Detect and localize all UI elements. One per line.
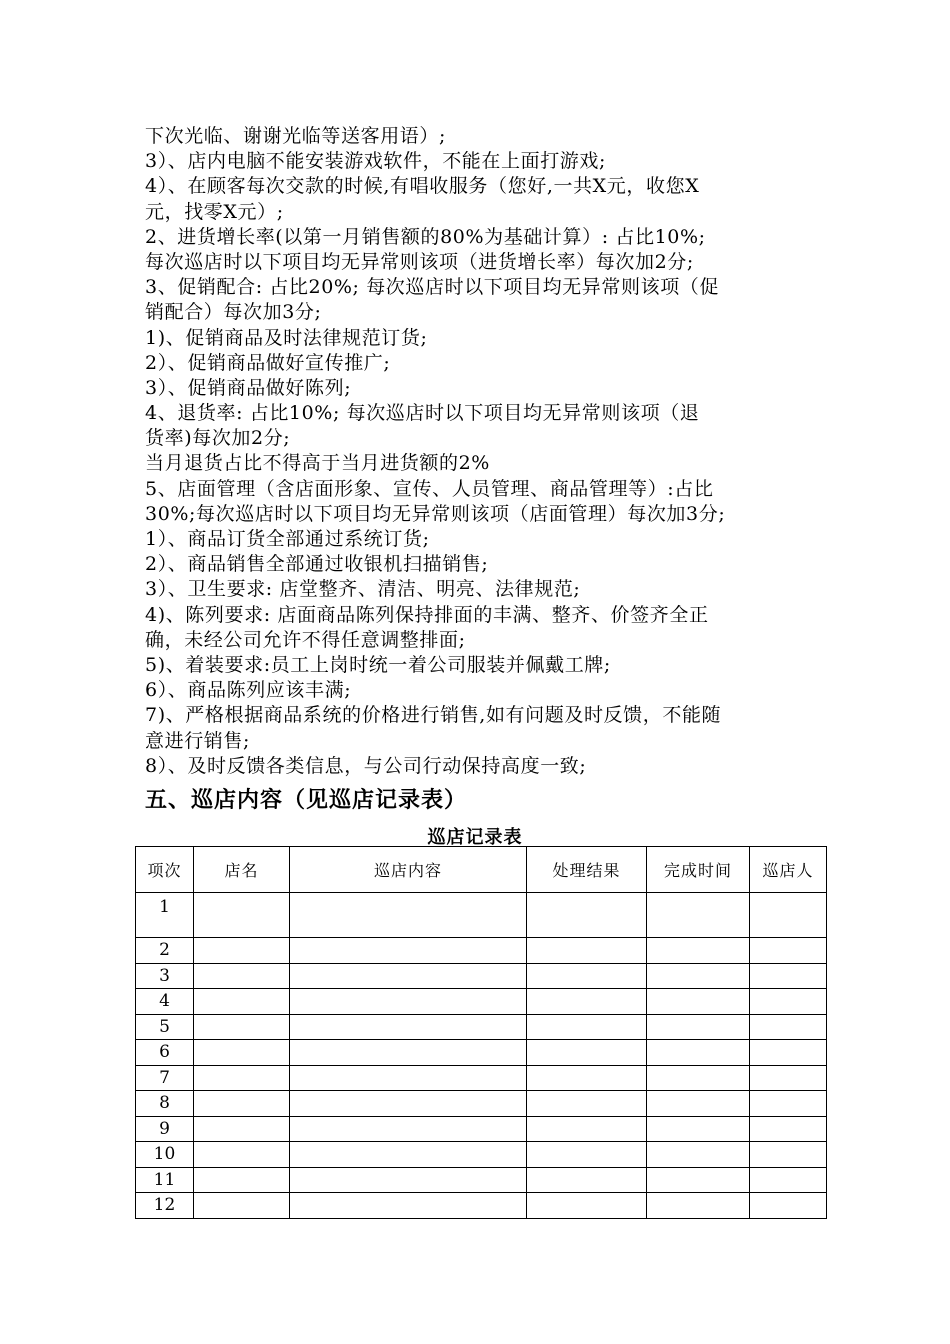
store-name-cell[interactable] [194,893,290,938]
table-row [136,1040,827,1066]
table-header-row [136,847,827,893]
completion-time-cell[interactable] [647,1040,750,1066]
body-line: 6）、商品陈列应该丰满; [145,679,352,702]
inspector-cell[interactable] [750,1116,827,1142]
body-line: 元，找零X元）; [145,200,284,223]
body-line: 2）、商品销售全部通过收银机扫描销售; [145,553,489,576]
inspector-cell[interactable] [750,1014,827,1040]
patrol-content-cell[interactable] [290,938,527,964]
patrol-content-cell[interactable] [290,1193,527,1219]
body-line: 4）、在顾客每次交款的时候,有唱收服务（您好,一共X元，收您X [145,175,700,198]
body-line: 5)、着装要求:员工上岗时统一着公司服装并佩戴工牌; [145,653,611,676]
patrol-content-cell[interactable] [290,1167,527,1193]
inspector-cell[interactable] [750,1193,827,1219]
table-row [136,1065,827,1091]
completion-time-cell[interactable] [647,963,750,989]
store-name-cell[interactable] [194,1116,290,1142]
result-cell[interactable] [527,1014,647,1040]
row-number: 9 [136,1116,194,1142]
completion-time-cell[interactable] [647,938,750,964]
row-number: 11 [136,1167,194,1193]
column-header-inspector: 巡店人 [750,847,827,893]
column-header-store-name: 店名 [194,847,290,893]
table-row [136,938,827,964]
inspector-cell[interactable] [750,1167,827,1193]
store-name-cell[interactable] [194,1193,290,1219]
result-cell[interactable] [527,893,647,938]
body-line: 确，未经公司允许不得任意调整排面; [145,628,466,651]
body-line: 3）、促销商品做好陈列; [145,376,352,399]
body-line: 3）、店内电脑不能安装游戏软件，不能在上面打游戏; [145,150,606,173]
body-text [145,124,815,779]
table-row [136,1091,827,1117]
completion-time-cell[interactable] [647,1091,750,1117]
body-line: 1)、促销商品及时法律规范订货; [145,326,428,349]
row-number: 6 [136,1040,194,1066]
body-line: 下次光临、谢谢光临等送客用语）; [145,125,447,147]
column-header-completion-time: 完成时间 [647,847,750,893]
store-name-cell[interactable] [194,1142,290,1168]
completion-time-cell[interactable] [647,1116,750,1142]
inspector-cell[interactable] [750,989,827,1015]
column-header-result: 处理结果 [527,847,647,893]
inspector-cell[interactable] [750,893,827,938]
body-line: 2）、促销商品做好宣传推广; [145,351,391,374]
row-number: 7 [136,1065,194,1091]
body-line: 销配合）每次加3分; [145,301,322,324]
completion-time-cell[interactable] [647,893,750,938]
table-title: 巡店记录表 [427,827,523,848]
row-number: 5 [136,1014,194,1040]
completion-time-cell[interactable] [647,989,750,1015]
body-line: 货率)每次加2分; [145,427,291,450]
table-row [136,1193,827,1219]
patrol-content-cell[interactable] [290,1014,527,1040]
table-row [136,1142,827,1168]
table-row [136,1014,827,1040]
inspector-cell[interactable] [750,1065,827,1091]
patrol-content-cell[interactable] [290,1065,527,1091]
result-cell[interactable] [527,1193,647,1219]
result-cell[interactable] [527,963,647,989]
body-line: 意进行销售; [145,729,251,752]
row-number: 8 [136,1091,194,1117]
store-name-cell[interactable] [194,1065,290,1091]
row-number: 4 [136,989,194,1015]
row-number: 1 [136,893,194,938]
result-cell[interactable] [527,1065,647,1091]
patrol-content-cell[interactable] [290,1091,527,1117]
completion-time-cell[interactable] [647,1065,750,1091]
completion-time-cell[interactable] [647,1167,750,1193]
store-name-cell[interactable] [194,1040,290,1066]
body-line: 每次巡店时以下项目均无异常则该项（进货增长率）每次加2分; [145,250,694,273]
body-line: 3）、卫生要求: 店堂整齐、清洁、明亮、法律规范; [145,578,581,601]
column-header-patrol-content: 巡店内容 [290,847,527,893]
store-name-cell[interactable] [194,1091,290,1117]
patrol-content-cell[interactable] [290,1116,527,1142]
inspector-cell[interactable] [750,1142,827,1168]
row-number: 3 [136,963,194,989]
store-patrol-record-table [135,846,827,1219]
row-number: 12 [136,1193,194,1219]
result-cell[interactable] [527,938,647,964]
body-line: 4)、陈列要求: 店面商品陈列保持排面的丰满、整齐、价签齐全正 [145,603,709,626]
inspector-cell[interactable] [750,963,827,989]
result-cell[interactable] [527,1040,647,1066]
patrol-content-cell[interactable] [290,989,527,1015]
result-cell[interactable] [527,1091,647,1117]
inspector-cell[interactable] [750,938,827,964]
table-row [136,1167,827,1193]
column-header-item-no: 项次 [136,847,194,893]
patrol-content-cell[interactable] [290,963,527,989]
patrol-content-cell[interactable] [290,1142,527,1168]
body-line: 7)、严格根据商品系统的价格进行销售,如有问题及时反馈，不能随 [145,704,722,727]
store-name-cell[interactable] [194,938,290,964]
table-row [136,989,827,1015]
patrol-content-cell[interactable] [290,893,527,938]
store-name-cell[interactable] [194,1014,290,1040]
completion-time-cell[interactable] [647,1014,750,1040]
table-row [136,1116,827,1142]
store-name-cell[interactable] [194,1167,290,1193]
patrol-content-cell[interactable] [290,1040,527,1066]
result-cell[interactable] [527,989,647,1015]
result-cell[interactable] [527,1116,647,1142]
body-line: 1）、商品订货全部通过系统订货; [145,528,430,550]
row-number: 10 [136,1142,194,1168]
row-number: 2 [136,938,194,964]
result-cell[interactable] [527,1142,647,1168]
inspector-cell[interactable] [750,1040,827,1066]
store-name-cell[interactable] [194,989,290,1015]
body-line: 当月退货占比不得高于当月进货额的2% [145,452,490,475]
completion-time-cell[interactable] [647,1193,750,1219]
inspector-cell[interactable] [750,1091,827,1117]
body-line: 30%;每次巡店时以下项目均无异常则该项（店面管理）每次加3分; [145,502,726,525]
store-name-cell[interactable] [194,963,290,989]
body-line: 4、退货率: 占比10%; 每次巡店时以下项目均无异常则该项（退 [145,402,700,425]
body-line: 5、店面管理（含店面形象、宣传、人员管理、商品管理等）:占比 [145,477,714,500]
body-line: 2、进货增长率(以第一月销售额的80%为基础计算）: 占比10%; [145,225,706,248]
body-line: 8）、及时反馈各类信息，与公司行动保持高度一致; [145,754,587,777]
table-row [136,963,827,989]
completion-time-cell[interactable] [647,1142,750,1168]
table-row [136,893,827,938]
result-cell[interactable] [527,1167,647,1193]
body-line: 3、促销配合: 占比20%; 每次巡店时以下项目均无异常则该项（促 [145,276,720,299]
section-heading: 五、巡店内容（见巡店记录表） [145,787,468,813]
